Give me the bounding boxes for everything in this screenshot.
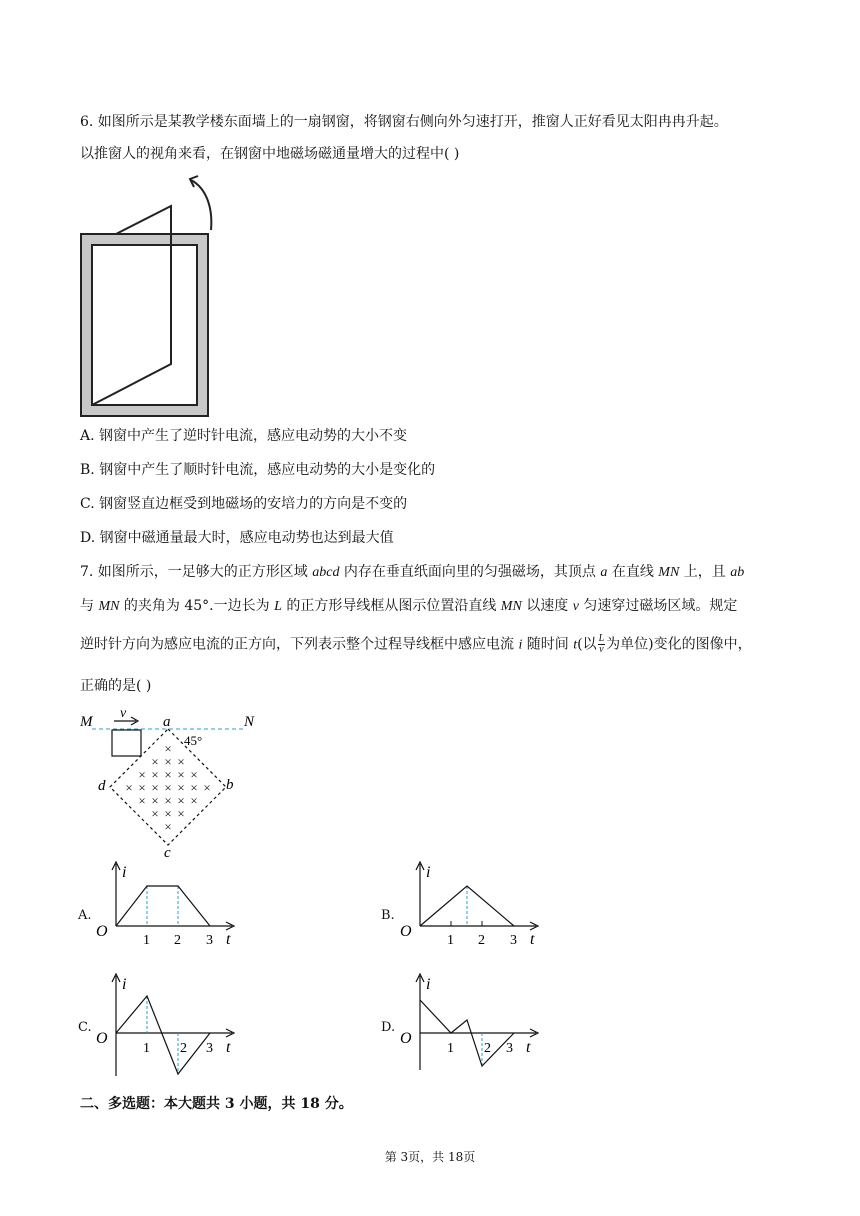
magnetic-field-diagram [76, 704, 276, 864]
field-crosses [125, 741, 210, 834]
field-cross: × [125, 780, 133, 795]
window-frame-inner [92, 245, 197, 405]
graph-d [398, 970, 548, 1080]
label-b: b [226, 777, 234, 793]
svg-text:1: 1 [143, 933, 150, 948]
q6-option-c: C. 钢窗竖直边框受到地磁场的安培力的方向是不变的 [80, 496, 408, 512]
graph-a-label: A. [78, 908, 92, 923]
svg-text:t: t [226, 1039, 231, 1056]
graph-b [398, 858, 548, 950]
q6-option-d: D. 钢窗中磁通量最大时，感应电动势也达到最大值 [80, 530, 394, 546]
svg-text:t: t [530, 931, 535, 948]
svg-text:3: 3 [506, 1041, 513, 1056]
svg-text:2: 2 [484, 1041, 491, 1056]
field-cross: × [190, 767, 198, 782]
section-multi-choice-heading: 二、多选题：本大题共 3 小题，共 18 分。 [80, 1096, 353, 1112]
field-cross: × [164, 754, 172, 769]
svg-text:2: 2 [180, 1041, 187, 1056]
q6-option-a: A. 钢窗中产生了逆时针电流，感应电动势的大小不变 [80, 428, 408, 444]
page-footer: 第 3页，共 18页 [384, 1150, 476, 1164]
field-cross: × [164, 806, 172, 821]
angle-label: 45° [184, 733, 203, 748]
svg-text:i: i [426, 976, 431, 993]
field-cross: × [164, 780, 172, 795]
svg-text:2: 2 [174, 933, 181, 948]
svg-text:O: O [96, 923, 108, 940]
q7-stem-line1: 7. 如图所示，一足够大的正方形区域 abcd 内存在垂直纸面向里的匀强磁场，其顶点 a 在直线 MN 上，且 ab [80, 564, 745, 580]
svg-text:3: 3 [510, 933, 517, 948]
opening-arrow [191, 180, 211, 230]
label-a: a [163, 714, 171, 730]
graph-b-label: B. [381, 908, 395, 923]
svg-text:O: O [400, 1030, 412, 1047]
svg-text:t: t [526, 1039, 531, 1056]
svg-text:3: 3 [206, 933, 213, 948]
field-cross: × [177, 793, 185, 808]
svg-text:i: i [426, 864, 431, 881]
field-cross: × [151, 767, 159, 782]
q6-stem-line1: 6. 如图所示是某教学楼东面墙上的一扇钢窗，将钢窗右侧向外匀速打开，推窗人正好看见太阳冉冉升起。 [80, 114, 728, 130]
field-cross: × [151, 780, 159, 795]
field-cross: × [138, 767, 146, 782]
svg-text:t: t [226, 931, 231, 948]
graph-a [94, 858, 244, 950]
field-cross: × [138, 793, 146, 808]
label-c: c [164, 845, 171, 861]
field-cross: × [190, 793, 198, 808]
svg-text:O: O [96, 1030, 108, 1047]
svg-text:2: 2 [478, 933, 485, 948]
field-cross: × [177, 767, 185, 782]
svg-text:3: 3 [206, 1041, 213, 1056]
field-cross: × [177, 806, 185, 821]
graph-d-label: D. [381, 1020, 396, 1035]
label-n: N [244, 714, 255, 730]
field-cross: × [151, 754, 159, 769]
field-cross: × [164, 741, 172, 756]
svg-text:O: O [400, 923, 412, 940]
field-cross: × [164, 819, 172, 834]
svg-text:1: 1 [143, 1041, 150, 1056]
label-d: d [98, 778, 106, 794]
wire-frame-square [112, 730, 141, 756]
field-cross: × [203, 780, 211, 795]
label-v: v [120, 706, 127, 721]
field-cross: × [138, 780, 146, 795]
svg-text:1: 1 [447, 933, 454, 948]
svg-text:i: i [122, 864, 127, 881]
q7-stem-line4: 正确的是( ) [80, 678, 152, 694]
l-over-v-fraction: $\frac{L}{v}$ [598, 633, 605, 655]
label-m: M [80, 714, 93, 730]
window-figure [78, 172, 218, 422]
q6-stem-line2: 以推窗人的视角来看，在钢窗中地磁场磁通量增大的过程中( ) [80, 146, 460, 162]
svg-text:i: i [122, 976, 127, 993]
q7-stem-line3: 逆时针方向为感应电流的正方向，下列表示整个过程导线框中感应电流 i 随时间 t(以 $\frac{L}{v}$ 为单位)变化的图像中， [80, 633, 752, 655]
graph-c [94, 970, 244, 1080]
svg-text:1: 1 [447, 1041, 454, 1056]
field-cross: × [151, 793, 159, 808]
field-cross: × [190, 780, 198, 795]
field-cross: × [164, 767, 172, 782]
q7-stem-line2: 与 MN 的夹角为 45°.一边长为 L 的正方形导线框从图示位置沿直线 MN 以速度 v 匀速穿过磁场区域。规定 [80, 598, 738, 614]
field-cross: × [151, 806, 159, 821]
q6-option-b: B. 钢窗中产生了顺时针电流，感应电动势的大小是变化的 [80, 462, 436, 478]
field-cross: × [164, 793, 172, 808]
graph-c-label: C. [78, 1020, 92, 1035]
field-cross: × [177, 754, 185, 769]
field-cross: × [177, 780, 185, 795]
